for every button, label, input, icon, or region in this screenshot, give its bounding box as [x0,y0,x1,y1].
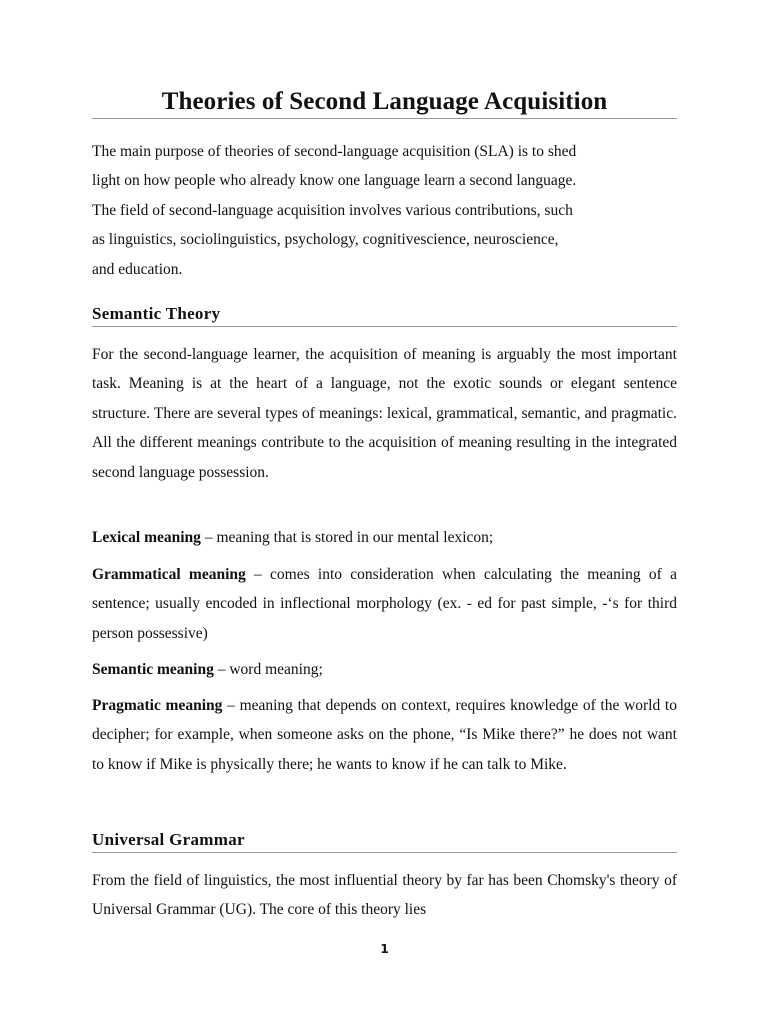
lexical-meaning-definition [92,523,677,552]
definition-term: Lexical meaning [92,529,201,546]
title-divider [92,118,677,119]
pragmatic-meaning-definition [92,691,677,779]
page-number: 1 [380,942,389,956]
semantic-theory-divider [92,326,677,327]
semantic-theory-heading: Semantic Theory [92,304,221,323]
grammatical-meaning-definition [92,560,677,648]
intro-line: and education. [92,260,183,278]
intro-line: The main purpose of theories of second-language acquisition (SLA) is to shed [92,143,577,160]
intro-line: light on how people who already know one language learn a second language. [92,172,577,190]
definition-text: – meaning that is stored in our mental lexicon; [200,529,494,546]
semantic-theory-paragraph: For the second-language learner, the acquisition of meaning is arguably the most important task. Meaning is at the heart of a language, not the exotic sounds or elegant sentence structure. There are several types of meanings: lexical, grammatical, semantic, and pragmatic. All the different meanings contribute to the acquisition of meaning resulting in the integrated second language possession. [92,346,677,481]
definition-term: Grammatical meaning [92,566,246,583]
definition-text: – meaning that depends on context, requires knowledge of the world to decipher; for example, when someone asks on the phone, “Is Mike there?” he does not want to know if Mike is physically there; he wants to know if he can talk to Mike. [92,697,677,773]
definition-term: Pragmatic meaning [92,697,223,714]
definition-text: – word meaning; [213,661,323,678]
definition-text: – comes into consideration when calculating the meaning of a sentence; usually encoded in inflectional morphology (ex. - ed for past simple, -‘s for third person possessive) [92,566,677,642]
intro-paragraph [92,137,677,284]
definition-term: Semantic meaning [92,661,214,678]
universal-grammar-heading: Universal Grammar [92,830,245,849]
universal-grammar-divider [92,852,677,853]
intro-line: as linguistics, sociolinguistics, psychology, cognitivescience, neuroscience, [92,231,559,249]
document-title: Theories of Second Language Acquisition [161,88,608,115]
semantic-meaning-definition [92,655,677,684]
universal-grammar-paragraph: From the field of linguistics, the most influential theory by far has been Chomsky's theory of Universal Grammar (UG). The core of this theory lies [92,872,677,919]
intro-line: The field of second-language acquisition involves various contributions, such [92,201,573,219]
